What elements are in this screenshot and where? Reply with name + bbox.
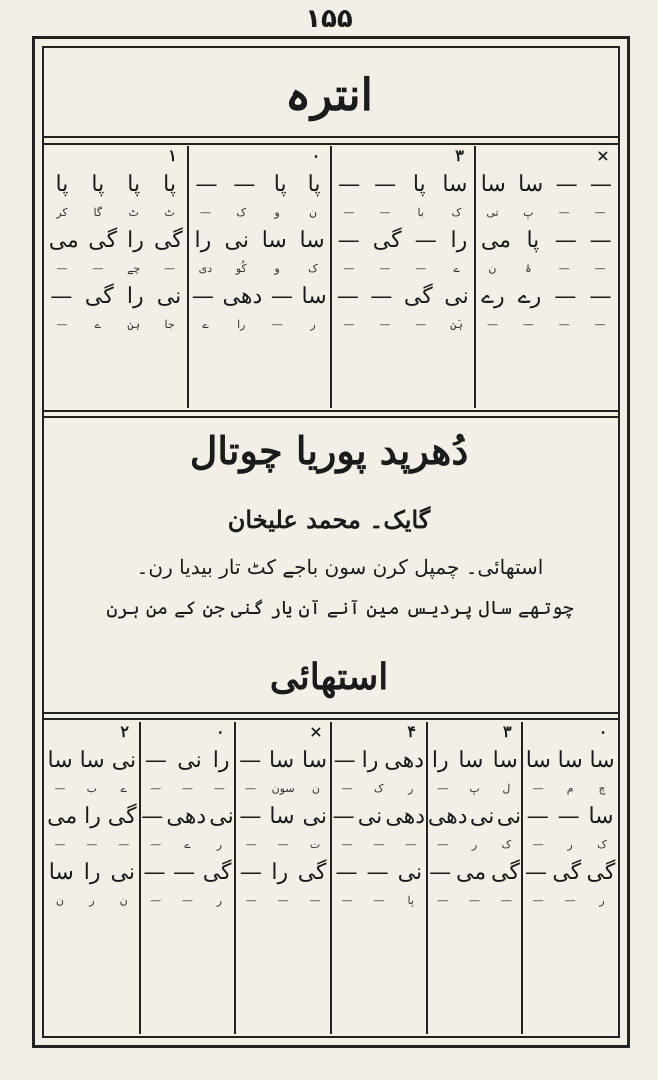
singer-name: گایک۔ محمد علیخان <box>227 505 431 534</box>
swar-note: — <box>191 283 214 309</box>
bol-syllable: — <box>341 781 353 795</box>
divider <box>42 143 620 145</box>
swar-note: — <box>195 171 218 197</box>
antra-column <box>188 146 332 408</box>
bol-syllable: — <box>92 261 104 275</box>
swar-note: نی <box>469 803 495 829</box>
bol-row <box>44 780 140 796</box>
bol-row <box>475 260 619 276</box>
antra-column <box>331 146 475 408</box>
bol-syllable: ر <box>216 893 223 907</box>
swar-note: سا <box>480 171 506 197</box>
swar-row <box>140 796 236 836</box>
bol-syllable: — <box>486 317 498 331</box>
bol-syllable: را <box>237 317 246 331</box>
bol-syllable: — <box>379 261 391 275</box>
bol-syllable: — <box>150 781 162 795</box>
bol-syllable: — <box>164 261 176 275</box>
swar-note: دھی <box>385 803 426 829</box>
bol-row <box>188 260 332 276</box>
bol-syllable: — <box>558 205 570 219</box>
bol-row <box>44 892 140 908</box>
bol-syllable: ک <box>451 205 462 219</box>
swar-note: — <box>526 803 549 829</box>
swar-note: — <box>370 283 393 309</box>
swar-note: — <box>239 747 262 773</box>
swar-note: نی <box>110 859 135 885</box>
swar-note: سا <box>442 171 468 197</box>
divider <box>42 410 620 412</box>
swar-note: را <box>84 803 101 829</box>
sthai-title: استھائی <box>269 656 389 698</box>
bol-syllable: — <box>415 317 427 331</box>
swar-note: را <box>83 859 101 885</box>
sthai-column <box>140 722 236 1034</box>
bol-row <box>427 836 523 852</box>
bol-syllable: ہَن <box>450 317 463 331</box>
sthai-column <box>331 722 427 1034</box>
swar-note: گی <box>403 283 433 309</box>
bol-syllable: — <box>343 261 355 275</box>
swar-note: می <box>48 227 79 253</box>
swar-row <box>235 852 331 892</box>
swar-note: — <box>554 227 577 253</box>
swar-row <box>44 796 140 836</box>
swar-row <box>475 164 619 204</box>
swar-row <box>188 220 332 260</box>
swar-row <box>44 740 140 780</box>
swar-row <box>140 740 236 780</box>
bol-syllable: — <box>213 781 225 795</box>
swar-note: — <box>366 859 389 885</box>
swar-note: رے <box>517 283 542 309</box>
swar-row <box>331 276 475 316</box>
lyrics-line-1: استھائی۔ چمپل کرن سون باجے کٹ تار بیدیا رن۔ <box>136 555 544 579</box>
bol-syllable: — <box>341 837 353 851</box>
tala-mark: ۰ <box>216 721 225 741</box>
bol-syllable: کر <box>56 205 68 219</box>
bol-syllable: — <box>379 205 391 219</box>
swar-note: نی <box>302 803 327 829</box>
swar-note: سا <box>492 747 518 773</box>
swar-note: — <box>414 227 437 253</box>
bol-syllable: — <box>271 317 283 331</box>
bol-syllable: ب <box>86 781 98 795</box>
swar-note: پا <box>273 171 287 197</box>
bol-row <box>331 204 475 220</box>
bol-syllable: — <box>437 893 449 907</box>
bol-syllable: — <box>564 893 576 907</box>
bol-syllable: — <box>558 317 570 331</box>
bol-syllable: ک <box>236 205 247 219</box>
tala-mark: ۳ <box>503 721 512 741</box>
swar-row <box>331 852 427 892</box>
bol-syllable: ن <box>488 261 497 275</box>
swar-note: نی <box>224 227 249 253</box>
swar-note: را <box>126 283 144 309</box>
bol-syllable: — <box>437 837 449 851</box>
bol-syllable: — <box>118 837 130 851</box>
swar-note: پا <box>55 171 69 197</box>
swar-note: سا <box>588 803 614 829</box>
bol-row <box>44 204 188 220</box>
bol-row <box>475 316 619 332</box>
bol-row <box>522 836 618 852</box>
bol-syllable: ن <box>55 893 64 907</box>
bol-row <box>427 780 523 796</box>
bol-syllable: — <box>277 893 289 907</box>
swar-note: می <box>47 803 78 829</box>
bol-syllable: م <box>566 781 574 795</box>
swar-row <box>427 740 523 780</box>
swar-row <box>140 852 236 892</box>
bol-row <box>188 204 332 220</box>
bol-syllable: — <box>373 837 385 851</box>
bol-syllable: — <box>341 893 353 907</box>
sthai-column <box>235 722 331 1034</box>
bol-row <box>140 892 236 908</box>
bol-syllable: ر <box>89 893 95 907</box>
bol-syllable: — <box>182 781 193 795</box>
swar-note: — <box>525 859 547 885</box>
bol-row <box>331 316 475 332</box>
song-title: دُھرپد پوریا چوتال <box>189 428 469 473</box>
swar-row <box>188 276 332 316</box>
bol-syllable: ک <box>501 837 512 851</box>
bol-syllable: ر <box>408 781 414 795</box>
swar-note: — <box>589 171 612 197</box>
swar-note: — <box>270 283 293 309</box>
bol-syllable: پ <box>469 781 480 795</box>
bol-syllable: ر <box>471 837 478 851</box>
swar-note: سا <box>525 747 551 773</box>
swar-note: نی <box>397 859 423 885</box>
swar-note: سا <box>269 747 295 773</box>
bol-syllable: ے <box>94 317 102 331</box>
swar-note: — <box>589 227 612 253</box>
swar-note: دھی <box>222 283 263 309</box>
bol-syllable: — <box>54 837 66 851</box>
swar-note: پا <box>412 171 426 197</box>
tala-mark: ۱ <box>168 145 177 165</box>
bol-syllable: — <box>594 205 606 219</box>
bol-syllable: — <box>594 317 606 331</box>
bol-syllable: پا <box>407 893 414 907</box>
tala-mark: ۳ <box>455 145 464 165</box>
swar-note: گی <box>297 859 327 885</box>
swar-row <box>188 164 332 204</box>
swar-note: پا <box>307 171 321 197</box>
swar-note: را <box>194 227 212 253</box>
swar-note: — <box>555 171 578 197</box>
bol-syllable: و <box>274 261 280 275</box>
bol-syllable: ک <box>597 837 607 851</box>
antra-title: انترہ <box>285 70 373 121</box>
bol-syllable: — <box>245 837 257 851</box>
bol-syllable: — <box>532 781 544 795</box>
swar-note: — <box>333 747 356 773</box>
bol-syllable: ہن <box>127 317 141 331</box>
swar-note: — <box>50 283 73 309</box>
swar-note: رے <box>481 283 505 309</box>
bol-row <box>235 836 331 852</box>
bol-syllable: ت <box>309 837 321 851</box>
swar-note: نی <box>156 283 182 309</box>
swar-note: نی <box>111 747 137 773</box>
bol-syllable: ر <box>310 317 316 331</box>
bol-syllable: — <box>437 781 449 795</box>
bol-syllable: — <box>522 317 534 331</box>
bol-syllable: ل <box>502 781 511 795</box>
swar-note: گی <box>586 859 616 885</box>
swar-note: را <box>127 227 144 253</box>
bol-syllable: ر <box>567 837 573 851</box>
swar-note: نی <box>357 803 383 829</box>
swar-row <box>475 220 619 260</box>
swar-note: می <box>480 227 512 253</box>
swar-note: سا <box>589 747 615 773</box>
bol-syllable: — <box>56 317 68 331</box>
swar-row <box>331 220 475 260</box>
bol-syllable: — <box>373 893 385 907</box>
bol-syllable: ے <box>453 261 460 275</box>
bol-syllable: — <box>469 893 480 907</box>
bol-syllable: کُو <box>235 261 247 275</box>
swar-note: سا <box>48 859 74 885</box>
bol-syllable: ن <box>309 205 318 219</box>
bol-syllable: چ <box>598 781 606 795</box>
antra-column <box>475 146 619 408</box>
swar-note: — <box>338 171 361 197</box>
bol-row <box>235 892 331 908</box>
swar-note: سا <box>299 227 325 253</box>
swar-note: گی <box>372 227 402 253</box>
swar-note: نی <box>444 283 469 309</box>
swar-note: نی <box>177 747 202 773</box>
swar-note: — <box>337 227 360 253</box>
swar-note: را <box>450 227 468 253</box>
bol-syllable: — <box>309 893 321 907</box>
swar-note: — <box>233 171 256 197</box>
swar-note: می <box>456 859 487 885</box>
swar-note: — <box>239 859 262 885</box>
bol-syllable: — <box>150 837 162 851</box>
bol-syllable: ے <box>202 317 209 331</box>
bol-syllable: — <box>54 781 66 795</box>
tala-mark: × <box>309 721 323 741</box>
bol-syllable: چے <box>127 261 141 275</box>
swar-note: — <box>374 171 397 197</box>
swar-note: نی <box>209 803 234 829</box>
swar-note: سا <box>47 747 73 773</box>
swar-row <box>522 796 618 836</box>
swar-note: گی <box>552 859 582 885</box>
bol-syllable: — <box>415 261 427 275</box>
sthai-column <box>427 722 523 1034</box>
bol-syllable: — <box>182 893 193 907</box>
swar-note: سا <box>261 227 287 253</box>
bol-syllable: جا <box>164 317 175 331</box>
swar-row <box>427 796 523 836</box>
swar-note: را <box>431 747 449 773</box>
bol-syllable: — <box>405 837 417 851</box>
swar-row <box>235 740 331 780</box>
swar-note: گی <box>107 803 137 829</box>
bol-row <box>331 892 427 908</box>
bol-syllable: — <box>594 261 606 275</box>
divider <box>42 416 620 418</box>
swar-row <box>235 796 331 836</box>
swar-note: — <box>336 283 359 309</box>
bol-row <box>140 780 236 796</box>
swar-note: سا <box>301 747 328 773</box>
swar-note: را <box>271 859 289 885</box>
bol-syllable: دی <box>198 261 213 275</box>
divider <box>42 718 620 720</box>
bol-syllable: — <box>199 205 211 219</box>
bol-row <box>522 780 618 796</box>
bol-row <box>427 892 523 908</box>
swar-row <box>331 740 427 780</box>
bol-row <box>475 204 619 220</box>
bol-syllable: ٹ <box>164 205 175 219</box>
bol-row <box>522 892 618 908</box>
bol-row <box>44 836 140 852</box>
bol-syllable: ر <box>599 893 605 907</box>
swar-note: — <box>429 859 452 885</box>
bol-syllable: — <box>558 261 570 275</box>
tala-mark: ۲ <box>120 721 129 741</box>
swar-note: پا <box>526 227 540 253</box>
tala-mark: ۴ <box>407 721 416 741</box>
swar-note: — <box>557 803 580 829</box>
swar-row <box>427 852 523 892</box>
swar-note: گی <box>88 227 118 253</box>
swar-note: پا <box>163 171 176 197</box>
swar-note: گی <box>491 859 520 885</box>
bol-syllable: — <box>532 837 544 851</box>
divider <box>42 712 620 714</box>
bol-syllable: تی <box>486 205 499 219</box>
swar-note: — <box>335 859 358 885</box>
bol-syllable: ر <box>216 837 223 851</box>
swar-note: — <box>589 283 612 309</box>
swar-note: — <box>141 803 164 829</box>
swar-note: — <box>239 803 262 829</box>
antra-column <box>44 146 188 408</box>
swar-note: گی <box>153 227 183 253</box>
bol-syllable: — <box>343 317 355 331</box>
bol-syllable: ک <box>373 781 384 795</box>
swar-note: — <box>173 859 196 885</box>
tala-mark: ۰ <box>311 145 321 165</box>
swar-note: سا <box>79 747 105 773</box>
bol-syllable: — <box>343 205 355 219</box>
swar-note: را <box>361 747 379 773</box>
swar-row <box>44 276 188 316</box>
swar-note: سا <box>557 747 583 773</box>
swar-note: — <box>554 283 577 309</box>
sthai-column <box>522 722 618 1034</box>
bol-syllable: ک <box>308 261 318 275</box>
swar-row <box>44 164 188 204</box>
swar-note: نی <box>496 803 522 829</box>
bol-syllable: — <box>244 781 256 795</box>
bol-row <box>188 316 332 332</box>
swar-note: دھی <box>384 747 425 773</box>
bol-syllable: ٹ <box>128 205 139 219</box>
swar-row <box>522 740 618 780</box>
bol-syllable: — <box>277 837 289 851</box>
swar-row <box>331 164 475 204</box>
bol-row <box>140 836 236 852</box>
swar-note: دھی <box>166 803 207 829</box>
bol-syllable: ن <box>119 893 128 907</box>
swar-note: را <box>212 747 230 773</box>
divider <box>42 136 620 138</box>
bol-syllable: — <box>86 837 98 851</box>
bol-syllable: — <box>379 317 391 331</box>
bol-row <box>331 836 427 852</box>
swar-note: سا <box>269 803 295 829</box>
swar-note: سا <box>458 747 484 773</box>
bol-row <box>331 780 427 796</box>
swar-note: — <box>332 803 355 829</box>
swar-row <box>44 852 140 892</box>
swar-note: گی <box>84 283 114 309</box>
swar-note: گی <box>202 859 232 885</box>
lyrics-line-2: چوتھے سال پردیس مین آنے آن یار گنی جن کے من ہرن <box>106 597 574 619</box>
bol-row <box>331 260 475 276</box>
bol-syllable: سون <box>271 781 295 795</box>
bol-syllable: گا <box>93 205 103 219</box>
swar-note: سا <box>301 283 327 309</box>
swar-note: پا <box>91 171 105 197</box>
swar-note: — <box>144 747 167 773</box>
bol-syllable: ن <box>311 781 320 795</box>
tala-mark: × <box>596 145 610 165</box>
bol-syllable: پ <box>523 205 534 219</box>
bol-row <box>44 316 188 332</box>
swar-row <box>331 796 427 836</box>
bol-syllable: با <box>417 205 424 219</box>
swar-row <box>44 220 188 260</box>
bol-row <box>235 780 331 796</box>
swar-note: — <box>143 859 166 885</box>
swar-note: پا <box>127 171 141 197</box>
swar-row <box>522 852 618 892</box>
swar-note: دھی <box>427 803 468 829</box>
bol-syllable: — <box>532 893 544 907</box>
tala-mark: ۰ <box>598 721 608 741</box>
bol-syllable: ۂ <box>525 261 532 275</box>
bol-syllable: ے <box>120 781 127 795</box>
bol-syllable: ے <box>184 837 191 851</box>
bol-syllable: — <box>150 893 162 907</box>
bol-syllable: — <box>245 893 257 907</box>
bol-row <box>44 260 188 276</box>
page-number: ١۵۵ <box>305 4 353 34</box>
bol-syllable: — <box>56 261 68 275</box>
bol-syllable: — <box>500 893 512 907</box>
swar-note: سا <box>518 171 544 197</box>
bol-syllable: و <box>274 205 280 219</box>
swar-row <box>475 276 619 316</box>
sthai-column <box>44 722 140 1034</box>
